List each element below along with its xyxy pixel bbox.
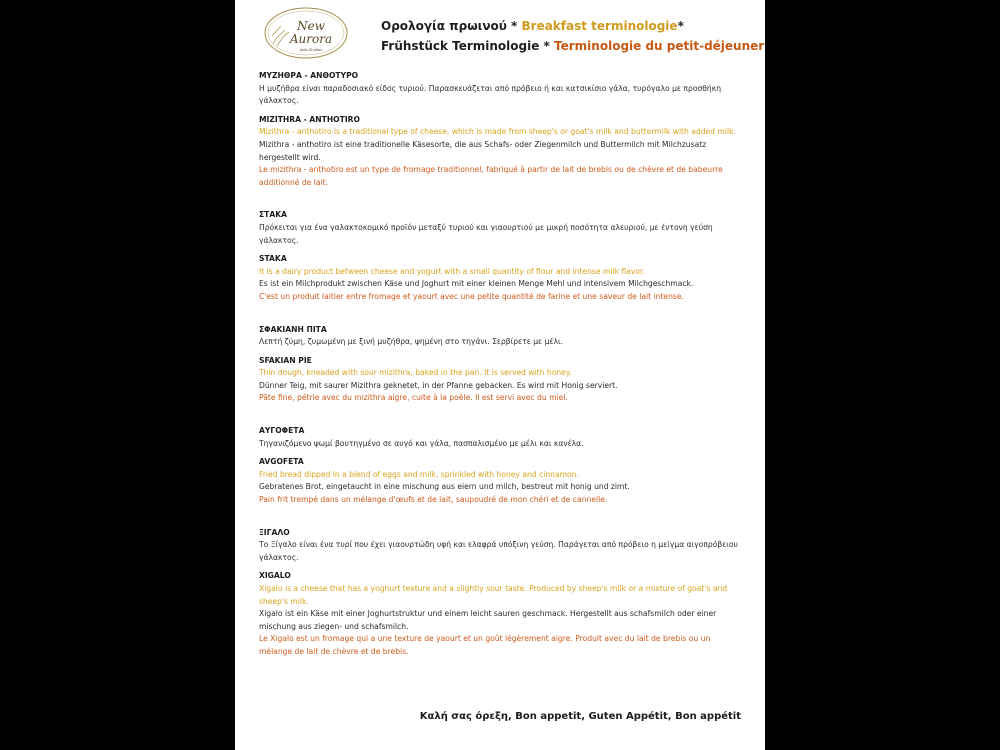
french-description: Pâte fine, pétrie avec du mizithra aigre, cuite à la poêle. Il est servi avec du miel. — [259, 393, 568, 403]
closing-greeting: Καλή σας όρεξη, Bon appetit, Guten Appétit, Bon appétit — [419, 711, 741, 722]
english-description: Fried bread dipped in a blend of eggs and milk, sprinkled with honey and cinnamon. — [259, 469, 579, 479]
logo-text-new: New — [297, 19, 325, 33]
section-avgofeta-greek — [259, 425, 745, 450]
page-header — [381, 16, 765, 56]
header-line-1 — [381, 16, 761, 36]
section-staka — [259, 253, 745, 303]
french-description: Le mizithra - anthotiro est un type de fromage traditionnel, fabriqué à partir de lait de brebis ou de chèvre et de babeurre additionné de lait. — [259, 165, 723, 187]
french-description: Pain frit trempé dans un mélange d'œufs et de lait, saupoudré de mon chéri et de cannelle. — [259, 495, 608, 505]
section-heading: ΑΥΓΟΦΕΤΑ — [259, 426, 305, 436]
german-description: Dünner Teig, mit saurer Mizithra geknetet, in der Pfanne gebacken. Es wird mit Honig serviert. — [259, 380, 618, 390]
german-description: Gebratenes Brot, eingetaucht in eine mischung aus eiern und milch, bestreut mit honig und zimt. — [259, 482, 630, 492]
french-description: Le Xigalo est un fromage qui a une texture de yaourt et un goût légèrement aigre. Produit avec du lait de brebis ou un mélange de lait de chèvre et de brebis. — [259, 634, 711, 656]
header-greek-title: Ορολογία πρωινού * — [381, 19, 518, 33]
logo-text-aurora: Aurora — [289, 32, 333, 46]
header-french-title: Terminologie du petit-déjeuner — [554, 39, 765, 53]
section-heading: ΜΥΖΗΘΡΑ - ΑΝΘΟΤΥΡΟ — [259, 71, 359, 80]
french-description: C'est un produit laitier entre fromage et yaourt avec une petite quantité de farine et une saveur de lait intense. — [259, 291, 684, 301]
new-aurora-logo — [263, 6, 349, 60]
english-description: Thin dough, kneaded with sour mizithra, baked in the pan. It is served with honey. — [259, 368, 572, 378]
menu-page — [235, 0, 765, 750]
section-heading: AVGOFETA — [259, 457, 304, 467]
section-xigalo-greek — [259, 527, 745, 565]
section-heading: STAKA — [259, 254, 287, 264]
header-star: * — [677, 19, 684, 33]
greek-description: Το Ξίγαλο είναι ένα τυρί που έχει γιαουρτώδη υφή και ελαφρά υπόξινη γεύση. Παράγεται από πρόβειο η μείγμα αιγοπρόβειου γάλακτος. — [259, 540, 738, 562]
greek-description: Η μυζήθρα είναι παραδοσιακό είδος τυριού. Παρασκευάζεται από πρόβειο ή και κατσικίσιο γάλα, τυρόγαλο με προσθήκη γάλακτος. — [259, 83, 722, 106]
english-description: Mizithra - anthotiro is a traditional type of cheese, which is made from sheep's or goat's milk and buttermilk with added milk. — [259, 127, 736, 137]
section-mizithra — [259, 114, 745, 190]
header-english-title: Breakfast terminologie — [521, 19, 678, 33]
section-sfakian-pie-greek — [259, 324, 745, 349]
section-heading: MIZITHRA - ANTHOTIRO — [259, 114, 360, 124]
section-heading: SFAKIAN PIE — [259, 355, 312, 365]
greek-description: Πρόκειται για ένα γαλακτοκομικό προϊόν μεταξύ τυριού και γιαουρτιού με μικρή ποσότητα αλευριού, με έντονη γεύση γάλακτος. — [259, 222, 713, 245]
greek-description: Λεπτή ζύμη, ζυμωμένη με ξινή μυζήθρα, ψημένη στο τηγάνι. Σερβίρετε με μέλι. — [259, 337, 563, 347]
german-description: Xigalo ist ein Käse mit einer Joghurtstruktur und einem leicht sauren geschmack. Hergestellt aus schafsmilch oder einer mischung aus ziegen- und schafsmilch. — [259, 609, 717, 631]
section-heading: ΣΤΑΚΑ — [259, 210, 288, 220]
english-description: Xigalo is a cheese that has a yoghurt texture and a slightly sour taste. Produced by sheep's milk or a mixture of goat's and sheep's milk. — [259, 584, 728, 606]
header-line-2 — [381, 36, 765, 56]
section-heading: XIGALO — [259, 571, 291, 581]
german-description: Mizithra - anthotiro ist eine traditionelle Käsesorte, die aus Schafs- oder Ziegenmilch und Buttermilch mit Milchzusatz hergestellt wird. — [259, 139, 707, 162]
section-heading: ΣΦΑΚΙΑΝΗ ΠΙΤΑ — [259, 324, 327, 334]
english-description: It is a dairy product between cheese and yogurt with a small quantity of flour and intense milk flavor. — [259, 266, 645, 276]
menu-content — [259, 70, 745, 659]
german-description: Es ist ein Milchprodukt zwischen Käse und Joghurt mit einer kleinen Menge Mehl und intensivem Milchgeschmack. — [259, 279, 694, 289]
section-staka-greek — [259, 209, 745, 247]
section-avgofeta — [259, 456, 745, 506]
section-sfakian-pie — [259, 355, 745, 405]
header-german-title: Frühstück Terminologie * — [381, 39, 550, 53]
section-heading: ΞΙΓΑΛΟ — [259, 527, 290, 537]
greek-description: Τηγανιζόμενο ψωμί βουτηγμένο σε αυγό και γάλα, πασπαλισμένο με μέλι και κανέλα. — [259, 438, 584, 448]
section-xigalo — [259, 570, 745, 658]
logo-text-subtitle: Apts Studios — [299, 48, 323, 52]
section-myzithra-greek — [259, 70, 745, 108]
